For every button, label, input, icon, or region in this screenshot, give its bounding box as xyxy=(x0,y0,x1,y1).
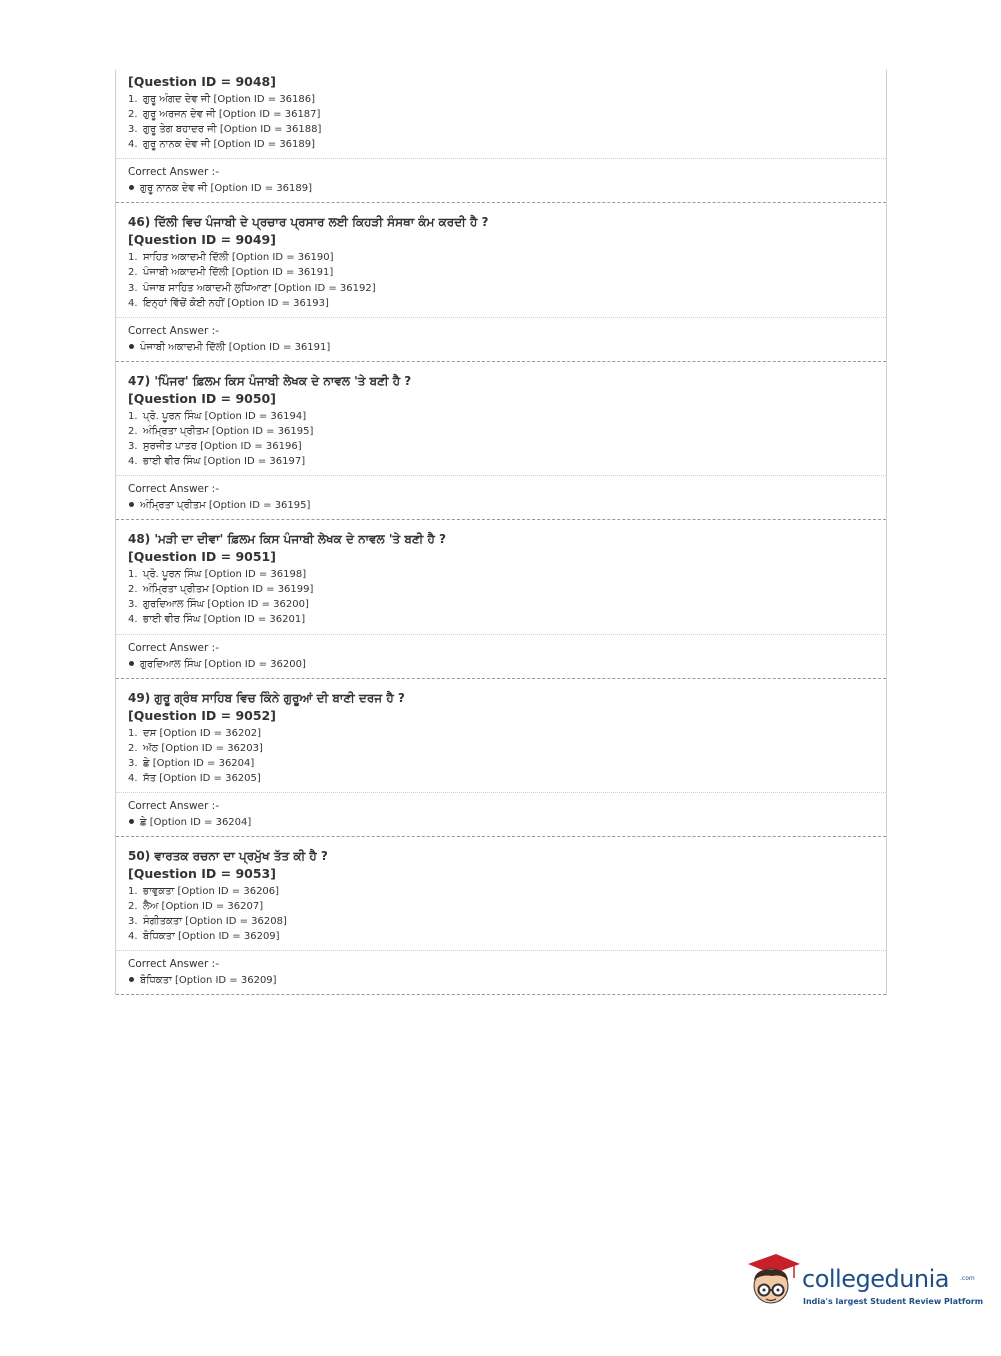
brand-tagline: India's largest Student Review Platform xyxy=(803,1297,984,1306)
option-text: ਗੁਰਦਿਆਲ ਸਿੰਘ [Option ID = 36200] xyxy=(143,599,309,611)
option-item: 2. ਲੈਅ [Option ID = 36207] xyxy=(128,900,264,912)
option-text: ਸਾਹਿਤ ਅਕਾਦਮੀ ਦਿੱਲੀ [Option ID = 36190] xyxy=(143,252,334,264)
option-text: ਭਾਵੁਕਤਾ [Option ID = 36206] xyxy=(143,885,280,897)
question-block-50 xyxy=(116,847,886,995)
correct-answer-label: Correct Answer :- xyxy=(128,958,219,971)
question-sheet xyxy=(115,70,887,995)
option-item: 4. ਇਨ੍ਹਾਂ ਵਿੱਚੋਂ ਕੋਈ ਨਹੀਂ [Option ID = 36193] xyxy=(128,297,329,309)
question-divider xyxy=(116,836,886,837)
option-item: 4. ਭਾਈ ਵੀਰ ਸਿੰਘ [Option ID = 36197] xyxy=(128,456,306,468)
option-item: 4. ਭਾਈ ਵੀਰ ਸਿੰਘ [Option ID = 36201] xyxy=(128,614,306,626)
divider xyxy=(116,158,886,159)
mascot-icon xyxy=(742,1250,800,1312)
correct-answer-text: ਗੁਰਦਿਆਲ ਸਿੰਘ [Option ID = 36200] xyxy=(140,658,306,670)
option-item: 3. ਸੰਗੀਤਕਤਾ [Option ID = 36208] xyxy=(128,916,287,928)
correct-answer xyxy=(128,341,874,355)
option-text: ਭਾਈ ਵੀਰ ਸਿੰਘ [Option ID = 36201] xyxy=(143,614,306,626)
option-item: 1. ਸਾਹਿਤ ਅਕਾਦਮੀ ਦਿੱਲੀ [Option ID = 36190] xyxy=(128,252,334,264)
options-list xyxy=(128,884,874,944)
correct-answer-label: Correct Answer :- xyxy=(128,641,219,654)
divider xyxy=(116,792,886,793)
option-item: 2. ਅੱਠ [Option ID = 36203] xyxy=(128,742,263,754)
option-text: ਭਾਈ ਵੀਰ ਸਿੰਘ [Option ID = 36197] xyxy=(143,456,306,468)
bullet-icon xyxy=(129,819,134,824)
option-item: 3. ਗੁਰੂ ਤੇਗ ਬਹਾਦਰ ਜੀ [Option ID = 36188] xyxy=(128,124,322,136)
option-item: 1. ਭਾਵੁਕਤਾ [Option ID = 36206] xyxy=(128,885,280,897)
question-id: [Question ID = 9052] xyxy=(128,707,276,723)
option-item: 3. ਪੰਜਾਬ ਸਾਹਿਤ ਅਕਾਦਮੀ ਲੁਧਿਆਣਾ [Option ID = 36192] xyxy=(128,282,376,294)
option-text: ਗੁਰੂ ਅੰਗਦ ਦੇਵ ਜੀ [Option ID = 36186] xyxy=(143,94,316,105)
question-id: [Question ID = 9053] xyxy=(128,865,276,881)
correct-answer xyxy=(128,816,874,830)
options-list xyxy=(128,92,874,152)
correct-answer-label: Correct Answer :- xyxy=(128,324,219,337)
option-item: 2. ਅੰਮ੍ਰਿਤਾ ਪ੍ਰੀਤਮ [Option ID = 36195] xyxy=(128,425,314,437)
question-title: 47) 'ਪਿੰਜਰ' ਫ਼ਿਲਮ ਕਿਸ ਪੰਜਾਬੀ ਲੇਖਕ ਦੇ ਨਾਵਲ 'ਤੇ ਬਣੀ ਹੈ ? xyxy=(128,373,412,388)
question-block-48 xyxy=(116,530,886,678)
question-id: [Question ID = 9049] xyxy=(128,232,276,248)
option-item: 3. ਗੁਰਦਿਆਲ ਸਿੰਘ [Option ID = 36200] xyxy=(128,599,309,611)
question-title: 46) ਦਿੱਲੀ ਵਿਚ ਪੰਜਾਬੀ ਦੇ ਪ੍ਰਚਾਰ ਪ੍ਰਸਾਰ ਲਈ ਕਿਹੜੀ ਸੰਸਥਾ ਕੰਮ ਕਰਦੀ ਹੈ ? xyxy=(128,215,489,230)
question-block-46 xyxy=(116,213,886,361)
correct-answer-label: Correct Answer :- xyxy=(128,166,219,179)
divider xyxy=(116,317,886,318)
option-text: ਪ੍ਰੋ. ਪੂਰਨ ਸਿੰਘ [Option ID = 36198] xyxy=(143,569,307,581)
option-text: ਸੁਰਜੀਤ ਪਾਤਰ [Option ID = 36196] xyxy=(143,440,302,452)
brand-suffix: .com xyxy=(960,1275,975,1282)
correct-answer-text: ਅੰਮ੍ਰਿਤਾ ਪ੍ਰੀਤਮ [Option ID = 36195] xyxy=(140,500,311,512)
option-text: ਇਨ੍ਹਾਂ ਵਿੱਚੋਂ ਕੋਈ ਨਹੀਂ [Option ID = 36193] xyxy=(143,297,329,309)
option-item: 1. ਗੁਰੂ ਅੰਗਦ ਦੇਵ ਜੀ [Option ID = 36186] xyxy=(128,94,316,105)
correct-answer xyxy=(128,499,874,513)
option-text: ਗੁਰੂ ਅਰਜਨ ਦੇਵ ਜੀ [Option ID = 36187] xyxy=(143,109,321,121)
option-item: 3. ਸੁਰਜੀਤ ਪਾਤਰ [Option ID = 36196] xyxy=(128,440,302,452)
option-item: 3. ਛੇ [Option ID = 36204] xyxy=(128,757,255,769)
correct-answer xyxy=(128,658,874,672)
collegedunia-logo[interactable] xyxy=(742,1250,984,1320)
option-text: ਗੁਰੂ ਨਾਨਕ ਦੇਵ ਜੀ [Option ID = 36189] xyxy=(143,139,316,151)
correct-answer-label: Correct Answer :- xyxy=(128,483,219,496)
question-block-47 xyxy=(116,372,886,520)
options-list xyxy=(128,567,874,627)
brand-name: collegedunia xyxy=(802,1265,950,1293)
option-item: 2. ਗੁਰੂ ਅਰਜਨ ਦੇਵ ਜੀ [Option ID = 36187] xyxy=(128,109,321,121)
options-list xyxy=(128,726,874,786)
question-id: [Question ID = 9048] xyxy=(128,74,276,89)
option-text: ਅੱਠ [Option ID = 36203] xyxy=(143,742,263,754)
option-text: ਛੇ [Option ID = 36204] xyxy=(143,757,255,769)
options-list xyxy=(128,250,874,310)
option-item: 4. ਗੁਰੂ ਨਾਨਕ ਦੇਵ ਜੀ [Option ID = 36189] xyxy=(128,139,316,151)
correct-answer-text: ਛੇ [Option ID = 36204] xyxy=(140,816,252,828)
option-item: 2. ਅੰਮ੍ਰਿਤਾ ਪ੍ਰੀਤਮ [Option ID = 36199] xyxy=(128,584,314,596)
question-id: [Question ID = 9050] xyxy=(128,390,276,406)
question-divider xyxy=(116,202,886,203)
correct-answer-text: ਬੋਧਿਕਤਾ [Option ID = 36209] xyxy=(140,975,277,987)
bullet-icon xyxy=(129,344,134,349)
option-text: ਸੰਗੀਤਕਤਾ [Option ID = 36208] xyxy=(143,916,287,928)
option-item: 4. ਬੋਧਿਕਤਾ [Option ID = 36209] xyxy=(128,931,280,943)
bullet-icon xyxy=(129,661,134,666)
question-block-49 xyxy=(116,689,886,837)
option-item: 1. ਦਸ [Option ID = 36202] xyxy=(128,727,262,739)
option-text: ਅੰਮ੍ਰਿਤਾ ਪ੍ਰੀਤਮ [Option ID = 36199] xyxy=(143,584,314,596)
divider xyxy=(116,950,886,951)
option-text: ਲੈਅ [Option ID = 36207] xyxy=(143,900,264,912)
correct-answer xyxy=(128,182,874,196)
bullet-icon xyxy=(129,502,134,507)
question-divider xyxy=(116,994,886,995)
options-list xyxy=(128,409,874,469)
correct-answer-text: ਪੰਜਾਬੀ ਅਕਾਦਮੀ ਦਿੱਲੀ [Option ID = 36191] xyxy=(140,341,331,353)
correct-answer-label: Correct Answer :- xyxy=(128,799,219,812)
option-text: ਗੁਰੂ ਤੇਗ ਬਹਾਦਰ ਜੀ [Option ID = 36188] xyxy=(143,124,322,136)
divider xyxy=(116,634,886,635)
option-text: ਪੰਜਾਬ ਸਾਹਿਤ ਅਕਾਦਮੀ ਲੁਧਿਆਣਾ [Option ID = 36192] xyxy=(143,282,376,294)
question-title: 49) ਗੁਰੂ ਗ੍ਰੰਥ ਸਾਹਿਬ ਵਿਚ ਕਿੰਨੇ ਗੁਰੂਆਂ ਦੀ ਬਾਣੀ ਦਰਜ ਹੈ ? xyxy=(128,690,405,705)
question-title: 48) 'ਮੜੀ ਦਾ ਦੀਵਾ' ਫ਼ਿਲਮ ਕਿਸ ਪੰਜਾਬੀ ਲੇਖਕ ਦੇ ਨਾਵਲ 'ਤੇ ਬਣੀ ਹੈ ? xyxy=(128,532,446,547)
option-text: ਦਸ [Option ID = 36202] xyxy=(143,727,262,739)
option-item: 4. ਸੱਤ [Option ID = 36205] xyxy=(128,772,261,784)
option-text: ਪੰਜਾਬੀ ਅਕਾਦਮੀ ਦਿੱਲੀ [Option ID = 36191] xyxy=(143,267,334,279)
question-id: [Question ID = 9051] xyxy=(128,549,276,565)
option-text: ਅੰਮ੍ਰਿਤਾ ਪ੍ਰੀਤਮ [Option ID = 36195] xyxy=(143,425,314,437)
correct-answer xyxy=(128,974,874,988)
option-text: ਸੱਤ [Option ID = 36205] xyxy=(143,772,261,784)
question-block-45 xyxy=(116,70,886,203)
option-text: ਬੋਧਿਕਤਾ [Option ID = 36209] xyxy=(143,931,280,943)
bullet-icon xyxy=(129,185,134,190)
option-text: ਪ੍ਰੋ. ਪੂਰਨ ਸਿੰਘ [Option ID = 36194] xyxy=(143,410,307,422)
question-divider xyxy=(116,361,886,362)
option-item: 1. ਪ੍ਰੋ. ਪੂਰਨ ਸਿੰਘ [Option ID = 36194] xyxy=(128,410,307,422)
question-title: 50) ਵਾਰਤਕ ਰਚਨਾ ਦਾ ਪ੍ਰਮੁੱਖ ਤੱਤ ਕੀ ਹੈ ? xyxy=(128,848,328,863)
option-item: 1. ਪ੍ਰੋ. ਪੂਰਨ ਸਿੰਘ [Option ID = 36198] xyxy=(128,569,307,581)
question-divider xyxy=(116,678,886,679)
correct-answer-text: ਗੁਰੂ ਨਾਨਕ ਦੇਵ ਜੀ [Option ID = 36189] xyxy=(140,183,313,195)
option-item: 2. ਪੰਜਾਬੀ ਅਕਾਦਮੀ ਦਿੱਲੀ [Option ID = 36191] xyxy=(128,267,334,279)
question-divider xyxy=(116,519,886,520)
divider xyxy=(116,475,886,476)
bullet-icon xyxy=(129,977,134,982)
